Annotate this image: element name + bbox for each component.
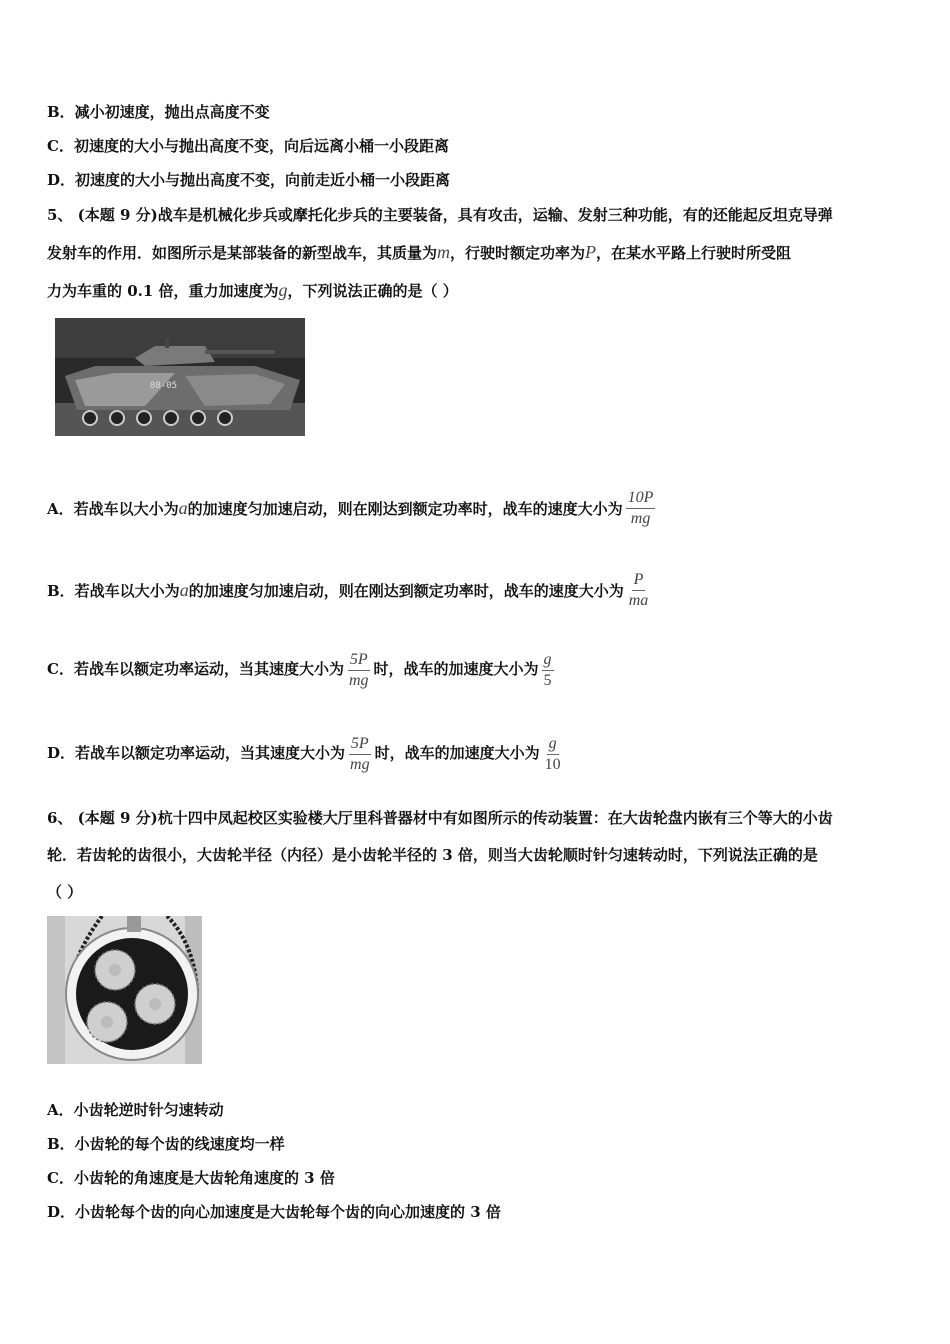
q6-stem-line1: 6、 (本题 9 分)杭十四中凤起校区实验楼大厅里科普器材中有如图所示的传动装置：在大齿轮盘内嵌有三个等大的小齿 xyxy=(47,809,833,827)
var-a: a xyxy=(179,580,189,600)
q5-option-a xyxy=(47,484,658,533)
option-text: A．若战车以大小为 xyxy=(47,500,179,518)
q5-stem-text: 力为车重的 0.1 倍，重力加速度为 xyxy=(47,282,279,300)
fraction xyxy=(542,650,554,691)
fraction-denominator: mg xyxy=(348,671,369,689)
option-text: 的加速度匀加速启动，则在刚达到额定功率时，战车的速度大小为 xyxy=(188,582,624,600)
q5-stem-text: ，行驶时额定功率为 xyxy=(450,244,586,262)
q4-option-b: B．减小初速度，抛出点高度不变 xyxy=(47,103,270,121)
fraction xyxy=(347,650,371,691)
q5-stem-line3 xyxy=(47,280,458,301)
var-p: P xyxy=(585,242,597,262)
option-text: C．若战车以额定功率运动，当其速度大小为 xyxy=(47,660,344,678)
fraction-numerator: g xyxy=(542,650,554,671)
fraction-denominator: mg xyxy=(350,755,370,773)
fraction-numerator: 5P xyxy=(348,650,370,671)
q5-option-b xyxy=(47,566,653,615)
q5-option-c xyxy=(47,645,557,693)
var-a: a xyxy=(178,498,188,518)
q6-stem-line3: （ ） xyxy=(47,883,83,901)
q5-stem-line1: 5、 (本题 9 分)战车是机械化步兵或摩托化步兵的主要装备，具有攻击，运输、发射三种功能，有的还能起反坦克导弹 xyxy=(47,206,833,224)
option-text: D．若战车以额定功率运动，当其速度大小为 xyxy=(47,744,346,762)
fraction-numerator: 10P xyxy=(626,488,656,509)
q6-option-d: D．小齿轮每个齿的向心加速度是大齿轮每个齿的向心加速度的 3 倍 xyxy=(47,1203,501,1221)
fraction xyxy=(543,734,563,775)
fraction xyxy=(348,734,372,775)
q5-stem-text: ，下列说法正确的是（ ） xyxy=(287,282,458,300)
fraction-numerator: g xyxy=(547,734,559,755)
option-text: B．若战车以大小为 xyxy=(47,582,180,600)
q5-stem-line2 xyxy=(47,242,791,263)
q6-option-b: B．小齿轮的每个齿的线速度均一样 xyxy=(47,1135,285,1153)
tank-photo xyxy=(55,318,305,436)
fraction xyxy=(627,570,651,611)
q6-option-a: A．小齿轮逆时针匀速转动 xyxy=(47,1101,224,1119)
var-m: m xyxy=(437,242,451,262)
q6-stem-line2: 轮．若齿轮的齿很小，大齿轮半径（内径）是小齿轮半径的 3 倍，则当大齿轮顺时针匀速转动时，下列说法正确的是 xyxy=(47,846,818,864)
q6-option-c: C．小齿轮的角速度是大齿轮角速度的 3 倍 xyxy=(47,1169,335,1187)
option-text: 时，战车的加速度大小为 xyxy=(374,744,540,762)
fraction-denominator: 10 xyxy=(544,755,561,773)
q4-option-c: C．初速度的大小与抛出高度不变，向后远离小桶一小段距离 xyxy=(47,137,449,155)
fraction-numerator: 5P xyxy=(349,734,371,755)
fraction-denominator: 5 xyxy=(543,671,552,689)
q5-stem-text: 发射车的作用．如图所示是某部装备的新型战车，其质量为 xyxy=(47,244,438,262)
q5-stem-text: ，在某水平路上行驶时所受阻 xyxy=(596,244,792,262)
option-text: 时，战车的加速度大小为 xyxy=(373,660,539,678)
fraction-numerator: P xyxy=(632,570,646,591)
fraction xyxy=(626,488,656,529)
option-text: 的加速度匀加速启动，则在刚达到额定功率时，战车的速度大小为 xyxy=(187,500,623,518)
q5-option-d xyxy=(47,729,566,777)
q4-option-d: D．初速度的大小与抛出高度不变，向前走近小桶一小段距离 xyxy=(47,171,451,189)
tank-number: 08-05 xyxy=(150,381,178,391)
fraction-denominator: mg xyxy=(630,510,651,527)
gear-photo xyxy=(47,916,202,1064)
fraction-denominator: ma xyxy=(628,592,649,609)
var-g: g xyxy=(278,280,288,300)
